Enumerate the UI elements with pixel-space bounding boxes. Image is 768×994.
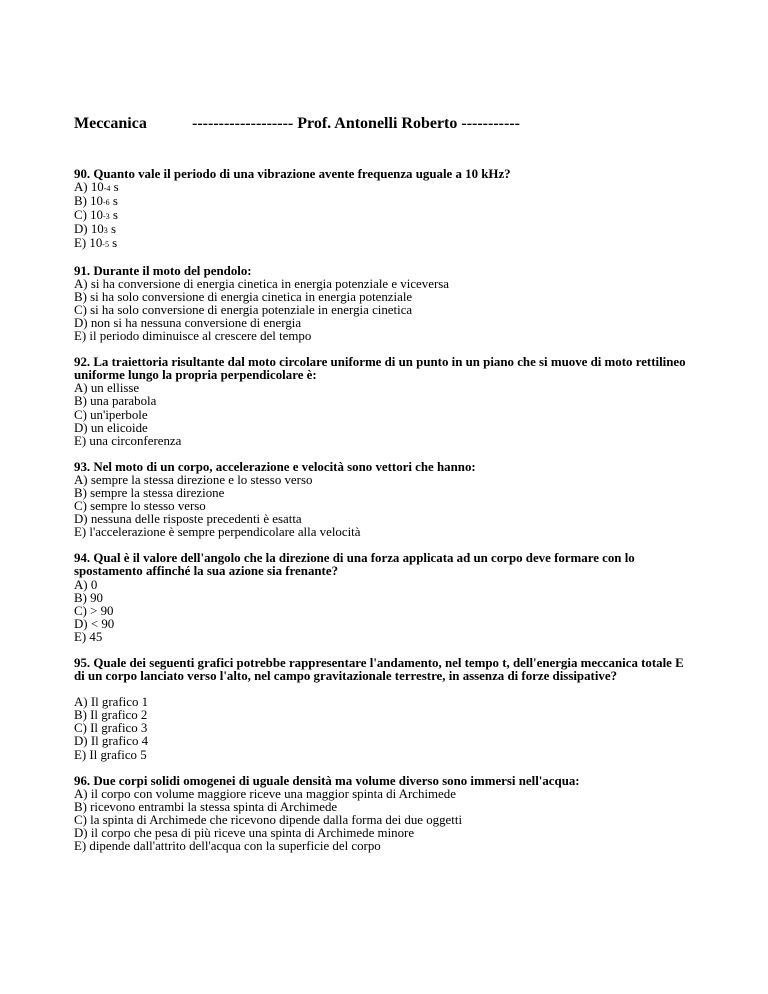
option-e: E) il periodo diminuisce al crescere del tempo	[74, 329, 312, 344]
blank-line	[74, 683, 754, 696]
option-unit: s	[110, 180, 119, 195]
option-d: D) un elicoide	[74, 420, 148, 435]
option-c: C) la spinta di Archimede che ricevono dipende dalla forma dei due oggetti	[74, 812, 463, 827]
option-a: A) un ellisse	[74, 381, 140, 396]
option-b: B) si ha solo conversione di energia cinetica in energia potenziale	[74, 289, 413, 304]
option-b	[74, 195, 754, 209]
question-93	[74, 461, 754, 540]
option-c	[74, 209, 754, 223]
option-c: C) Il grafico 3	[74, 721, 148, 736]
option-unit: s	[107, 222, 116, 237]
option-b: B) Il grafico 2	[74, 708, 148, 723]
option-unit: s	[108, 236, 118, 251]
option-d: D) nessuna delle risposte precedenti è esatta	[74, 512, 302, 527]
option-d: D) Il grafico 4	[74, 734, 149, 749]
question-90	[74, 168, 754, 252]
option-a: A) Il grafico 1	[74, 695, 149, 710]
question-text-line-2: spostamento affinché la sua azione sia frenante?	[74, 564, 339, 579]
option-b: B) 90	[74, 590, 104, 605]
option-exponent: 3	[103, 226, 108, 236]
question-92	[74, 356, 754, 448]
option-e	[74, 237, 754, 251]
option-c: C) un'iperbole	[74, 407, 148, 422]
question-text-line-1: 92. La traiettoria risultante dal moto circolare uniforme di un punto in un piano che si muove di moto rettilineo	[74, 355, 686, 370]
author-line: ------------------- Prof. Antonelli Roberto -----------	[192, 115, 520, 132]
option-exponent: -4	[103, 184, 111, 194]
option-e: E) dipende dall'attrito dell'acqua con la superficie del corpo	[74, 839, 381, 854]
document-header	[74, 114, 754, 134]
subject-title: Meccanica	[74, 115, 147, 132]
option-a: A) 0	[74, 577, 98, 592]
option-b: B) una parabola	[74, 394, 157, 409]
option-d: D) il corpo che pesa di più riceve una spinta di Archimede minore	[74, 826, 415, 841]
option-base: E) 10	[74, 236, 103, 251]
question-text-line-1: 95. Quale dei seguenti grafici potrebbe rappresentare l'andamento, nel tempo t, dell'energia meccanica totale E	[74, 656, 684, 670]
option-a: A) il corpo con volume maggiore riceve una maggior spinta di Archimede	[74, 786, 456, 801]
option-c: C) > 90	[74, 603, 114, 618]
option-a: A) sempre la stessa direzione e lo stesso verso	[74, 472, 313, 487]
option-exponent: -5	[102, 240, 109, 250]
question-91	[74, 265, 754, 344]
option-d	[74, 223, 754, 237]
question-95	[74, 657, 754, 762]
option-exponent: -6	[103, 198, 110, 208]
option-a: A) si ha conversione di energia cinetica in energia potenziale e viceversa	[74, 276, 449, 291]
option-d: D) < 90	[74, 616, 115, 631]
option-e: E) Il grafico 5	[74, 747, 147, 762]
option-exponent: -3	[103, 212, 110, 222]
option-c: C) sempre lo stesso verso	[74, 499, 206, 514]
option-base: A) 10	[74, 180, 104, 195]
option-unit: s	[109, 208, 118, 223]
question-text: 91. Durante il moto del pendolo:	[74, 263, 252, 278]
option-e: E) l'accelerazione è sempre perpendicolare alla velocità	[74, 525, 361, 540]
question-text-line-2: uniforme lungo la propria perpendicolare è:	[74, 368, 317, 383]
option-a	[74, 181, 754, 195]
option-base: D) 10	[74, 222, 104, 237]
option-unit: s	[109, 194, 118, 209]
question-text-line-2: di un corpo lanciato verso l'alto, nel campo gravitazionale terrestre, in assenza di forze dissipative?	[74, 669, 618, 684]
question-94	[74, 552, 754, 644]
question-text-line-1: 94. Qual è il valore dell'angolo che la direzione di una forza applicata ad un corpo deve formare con lo	[74, 551, 635, 566]
question-text: 96. Due corpi solidi omogenei di uguale densità ma volume diverso sono immersi nell'acqua:	[74, 773, 580, 788]
option-b: B) ricevono entrambi la stessa spinta di Archimede	[74, 799, 338, 814]
option-e: E) una circonferenza	[74, 433, 182, 448]
question-96	[74, 775, 754, 854]
option-c: C) si ha solo conversione di energia potenziale in energia cinetica	[74, 302, 413, 317]
option-b: B) sempre la stessa direzione	[74, 485, 225, 500]
option-e: E) 45	[74, 629, 103, 644]
document-page	[74, 114, 754, 866]
option-base: B) 10	[74, 194, 104, 209]
question-text: 93. Nel moto di un corpo, accelerazione e velocità sono vettori che hanno:	[74, 459, 476, 474]
option-d: D) non si ha nessuna conversione di energia	[74, 315, 302, 330]
question-text: 90. Quanto vale il periodo di una vibrazione avente frequenza uguale a 10 kHz?	[74, 167, 511, 181]
option-base: C) 10	[74, 208, 104, 223]
